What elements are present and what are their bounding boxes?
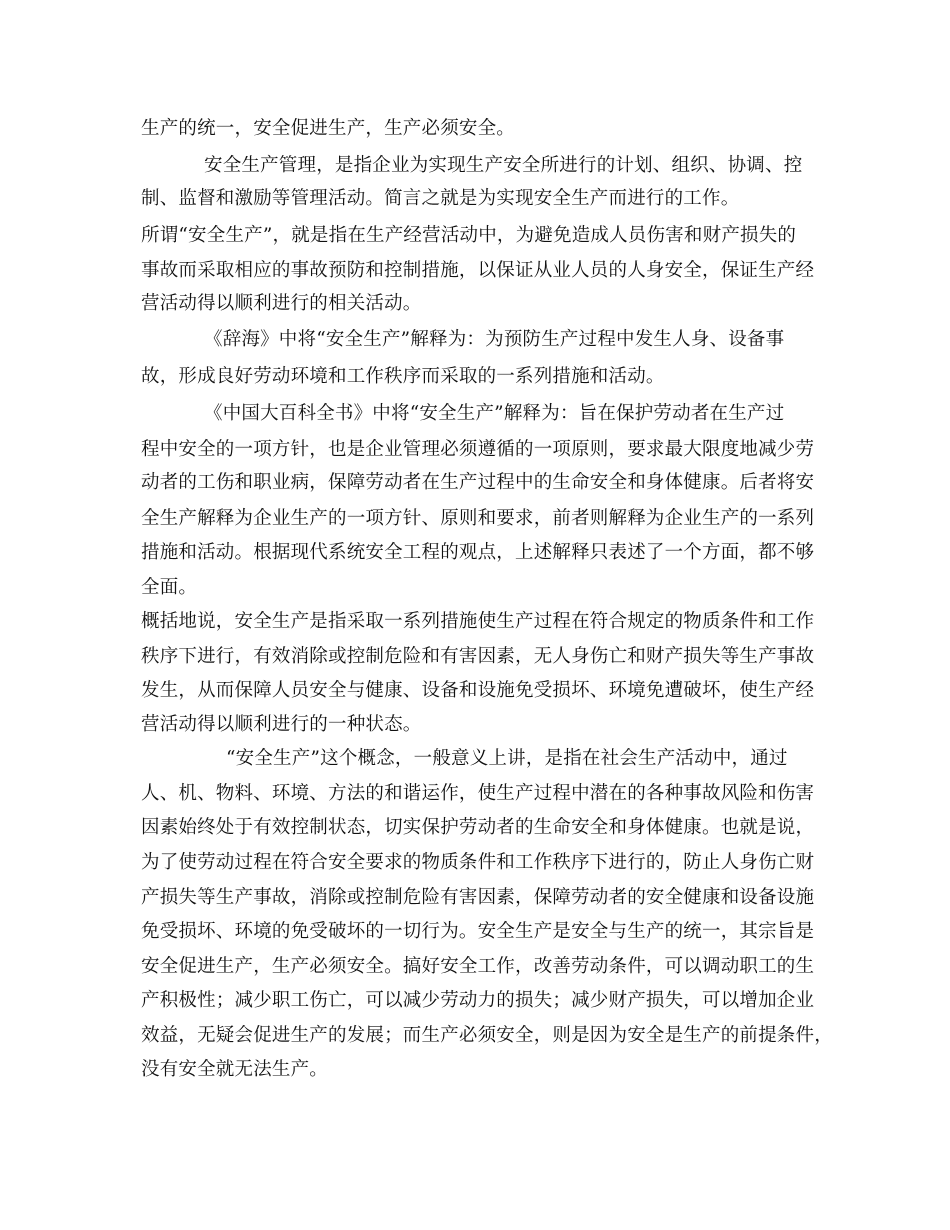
text-line: “安全生产”这个概念，一般意义上讲，是指在社会生产活动中，通过 — [226, 748, 788, 769]
text-line: 故，形成良好劳动环境和工作秩序而采取的一系列措施和活动。 — [141, 366, 665, 387]
text-line: 全面。 — [141, 577, 198, 598]
text-line: 因素始终处于有效控制状态，切实保护劳动者的生命安全和身体健康。也就是说， — [141, 817, 815, 838]
text-line: 发生，从而保障人员安全与健康、设备和设施免受损坏、环境免遭破坏，使生产经 — [141, 680, 815, 701]
text-line: 生产的统一，安全促进生产，生产必须安全。 — [141, 118, 516, 139]
text-line: 免受损坏、环境的免受破坏的一切行为。安全生产是安全与生产的统一，其宗旨是 — [141, 921, 815, 942]
text-line: 安全促进生产，生产必须安全。搞好安全工作，改善劳动条件，可以调动职工的生 — [141, 956, 815, 977]
text-line: 产损失等生产事故，消除或控制危险有害因素，保障劳动者的安全健康和设备设施 — [141, 887, 815, 908]
text-line: 安全生产管理，是指企业为实现生产安全所进行的计划、组织、协调、控 — [204, 155, 803, 176]
text-line: 没有安全就无法生产。 — [141, 1059, 329, 1080]
text-line: 营活动得以顺利进行的相关活动。 — [141, 293, 422, 314]
text-line: 全生产解释为企业生产的一项方针、原则和要求，前者则解释为企业生产的一系列 — [141, 508, 815, 529]
text-line: 《中国大百科全书》中将“安全生产”解释为：旨在保护劳动者在生产过 — [204, 403, 785, 424]
text-line: 人、机、物料、环境、方法的和谐运作，使生产过程中潜在的各种事故风险和伤害 — [141, 783, 815, 804]
text-line: 动者的工伤和职业病，保障劳动者在生产过程中的生命安全和身体健康。后者将安 — [141, 472, 815, 493]
text-line: 产积极性；减少职工伤亡，可以减少劳动力的损失；减少财产损失，可以增加企业 — [141, 990, 815, 1011]
text-line: 事故而采取相应的事故预防和控制措施，以保证从业人员的人身安全，保证生产经 — [141, 260, 815, 281]
text-line: 概括地说，安全生产是指采取一系列措施使生产过程在符合规定的物质条件和工作 — [141, 611, 815, 632]
text-line: 程中安全的一项方针，也是企业管理必须遵循的一项原则，要求最大限度地减少劳 — [141, 439, 815, 460]
text-line: 措施和活动。根据现代系统安全工程的观点，上述解释只表述了一个方面，都不够 — [141, 542, 815, 563]
text-line: 所谓“安全生产”，就是指在生产经营活动中，为避免造成人员伤害和财产损失的 — [141, 225, 797, 246]
text-line: 制、监督和激励等管理活动。简言之就是为实现安全生产而进行的工作。 — [141, 188, 740, 209]
text-line: 营活动得以顺利进行的一种状态。 — [141, 714, 422, 735]
text-line: 为了使劳动过程在符合安全要求的物质条件和工作秩序下进行的，防止人身伤亡财 — [141, 852, 815, 873]
text-line: 效益，无疑会促进生产的发展；而生产必须安全，则是因为安全是生产的前提条件， — [141, 1025, 833, 1046]
text-line: 《辞海》中将“安全生产”解释为：为预防生产过程中发生人身、设备事 — [204, 329, 785, 350]
text-line: 秩序下进行，有效消除或控制危险和有害因素，无人身伤亡和财产损失等生产事故 — [141, 646, 815, 667]
